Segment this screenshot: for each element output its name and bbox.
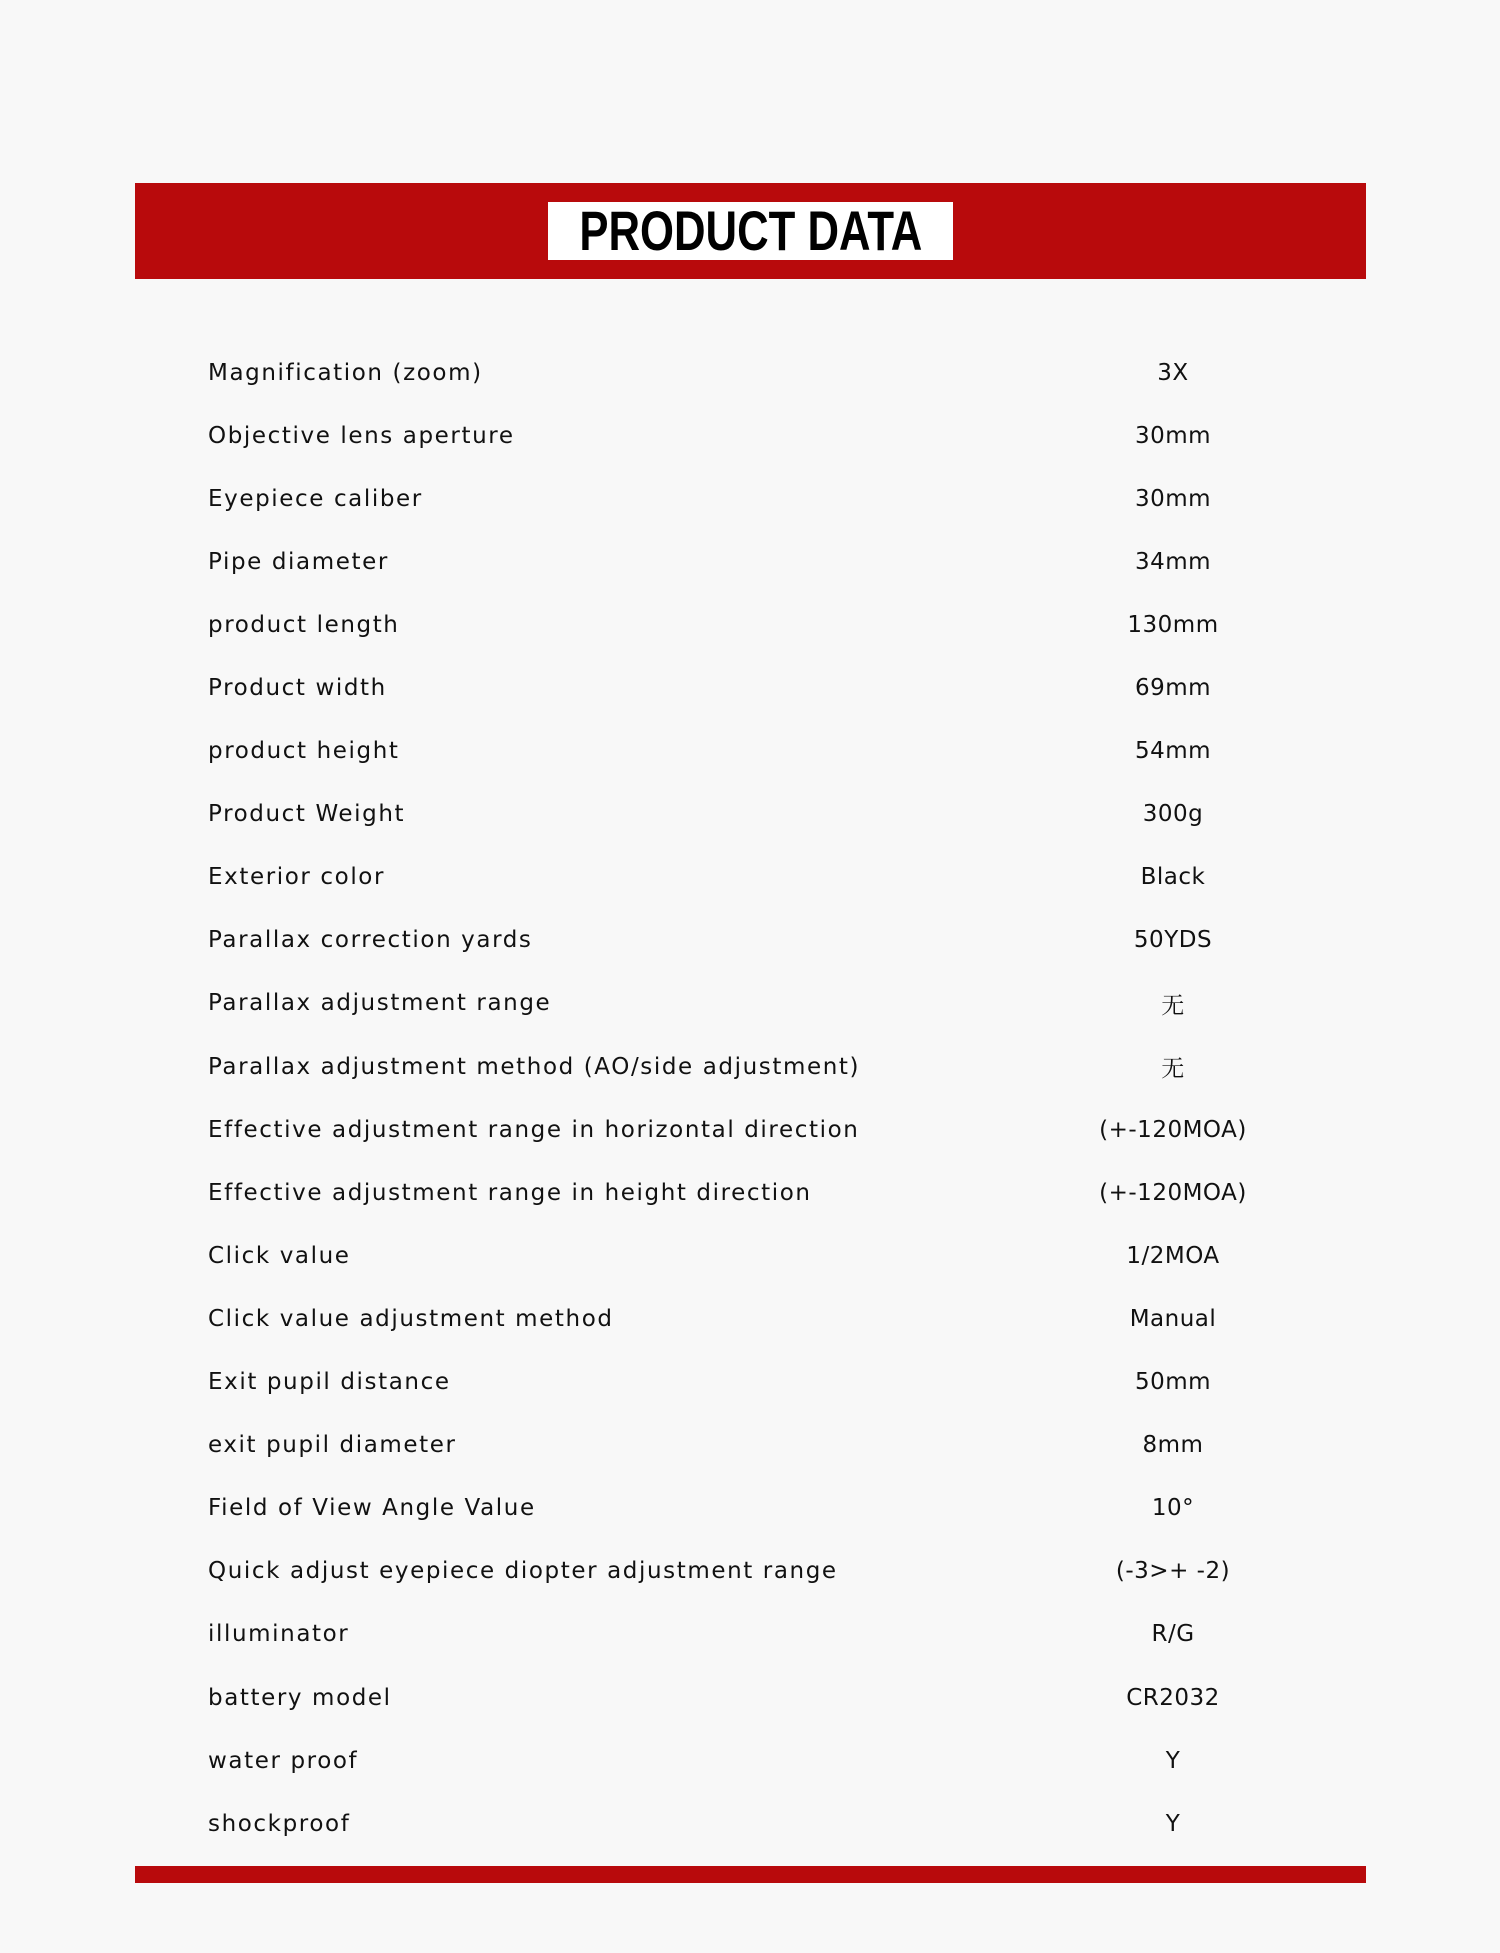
spec-label: Effective adjustment range in height direction bbox=[208, 1179, 812, 1206]
spec-value: 8mm bbox=[1142, 1432, 1204, 1459]
spec-row bbox=[208, 1035, 1308, 1098]
spec-label: Magnification (zoom) bbox=[208, 359, 483, 386]
spec-label: Objective lens aperture bbox=[208, 422, 515, 449]
spec-row bbox=[208, 530, 1308, 593]
spec-row bbox=[208, 404, 1308, 467]
spec-label: water proof bbox=[208, 1747, 359, 1774]
spec-row bbox=[208, 1477, 1308, 1540]
spec-row bbox=[208, 972, 1308, 1035]
spec-row bbox=[208, 656, 1308, 719]
spec-label: illuminator bbox=[208, 1621, 350, 1648]
spec-row bbox=[208, 1792, 1308, 1855]
spec-value: Manual bbox=[1129, 1305, 1217, 1332]
title-box bbox=[548, 199, 953, 262]
spec-value: 300g bbox=[1142, 801, 1204, 828]
spec-value: 69mm bbox=[1134, 675, 1212, 702]
spec-row bbox=[208, 1729, 1308, 1792]
spec-value: 无 bbox=[1161, 992, 1185, 1019]
spec-row bbox=[208, 1098, 1308, 1161]
spec-label: Click value adjustment method bbox=[208, 1305, 614, 1332]
spec-value: 3X bbox=[1157, 359, 1189, 386]
spec-row bbox=[208, 1161, 1308, 1224]
spec-row bbox=[208, 1414, 1308, 1477]
spec-value: Black bbox=[1140, 864, 1206, 891]
spec-label: Product width bbox=[208, 675, 387, 702]
spec-row bbox=[208, 467, 1308, 530]
spec-label: battery model bbox=[208, 1684, 392, 1711]
spec-row bbox=[208, 1287, 1308, 1350]
spec-value: (+-120MOA) bbox=[1099, 1179, 1247, 1206]
spec-label: Parallax correction yards bbox=[208, 927, 533, 954]
spec-label: Effective adjustment range in horizontal direction bbox=[208, 1116, 860, 1143]
spec-value: 54mm bbox=[1134, 738, 1212, 765]
spec-row bbox=[208, 593, 1308, 656]
spec-row bbox=[208, 341, 1308, 404]
spec-value: (+-120MOA) bbox=[1099, 1116, 1247, 1143]
spec-row bbox=[208, 783, 1308, 846]
spec-value: 30mm bbox=[1134, 422, 1212, 449]
spec-value: R/G bbox=[1151, 1621, 1195, 1648]
spec-table bbox=[208, 341, 1308, 1855]
spec-value: CR2032 bbox=[1126, 1684, 1220, 1711]
header-banner bbox=[135, 183, 1366, 279]
spec-label: shockproof bbox=[208, 1810, 351, 1837]
spec-value: 1/2MOA bbox=[1126, 1242, 1220, 1269]
spec-row bbox=[208, 1666, 1308, 1729]
spec-label: Exterior color bbox=[208, 864, 386, 891]
spec-label: Field of View Angle Value bbox=[208, 1495, 536, 1522]
spec-label: Quick adjust eyepiece diopter adjustment range bbox=[208, 1558, 838, 1585]
spec-value: 130mm bbox=[1127, 611, 1219, 638]
spec-value: 10° bbox=[1151, 1495, 1195, 1522]
spec-label: Parallax adjustment range bbox=[208, 990, 552, 1017]
spec-label: Eyepiece caliber bbox=[208, 485, 423, 512]
spec-value: 34mm bbox=[1134, 548, 1212, 575]
spec-value: 50YDS bbox=[1133, 927, 1213, 954]
spec-label: product height bbox=[208, 738, 400, 765]
spec-row bbox=[208, 846, 1308, 909]
spec-label: product length bbox=[208, 611, 400, 638]
spec-value: Y bbox=[1165, 1747, 1181, 1774]
spec-value: 50mm bbox=[1134, 1369, 1212, 1396]
spec-label: Click value bbox=[208, 1242, 351, 1269]
spec-label: exit pupil diameter bbox=[208, 1432, 457, 1459]
spec-value: 无 bbox=[1161, 1056, 1185, 1083]
footer-bar bbox=[135, 1866, 1366, 1883]
spec-row bbox=[208, 1351, 1308, 1414]
spec-label: Exit pupil distance bbox=[208, 1369, 451, 1396]
spec-value: Y bbox=[1165, 1810, 1181, 1837]
spec-row bbox=[208, 1603, 1308, 1666]
spec-row bbox=[208, 1540, 1308, 1603]
spec-label: Parallax adjustment method (AO/side adjustment) bbox=[208, 1053, 861, 1080]
spec-value: (-3>+ -2) bbox=[1115, 1558, 1231, 1585]
spec-row bbox=[208, 1224, 1308, 1287]
spec-label: Pipe diameter bbox=[208, 548, 389, 575]
spec-row bbox=[208, 720, 1308, 783]
spec-row bbox=[208, 909, 1308, 972]
spec-value: 30mm bbox=[1134, 485, 1212, 512]
spec-label: Product Weight bbox=[208, 801, 406, 828]
page-title: PRODUCT DATA bbox=[579, 199, 922, 262]
